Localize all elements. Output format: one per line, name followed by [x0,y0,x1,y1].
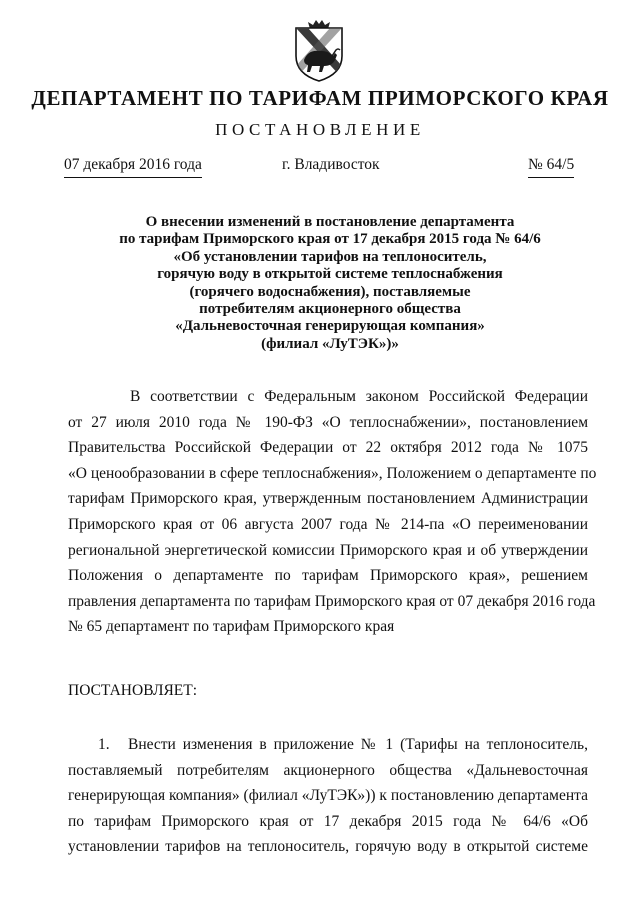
document-date: 07 декабря 2016 года [64,156,202,178]
subject-line: потребителям акционерного общества [199,301,461,318]
subject-line: горячую воду в открытой системе теплоснабжения [157,266,503,283]
document-number: № 64/5 [528,156,574,178]
preamble-line: В соответствии с Федеральным законом Российской Федерации [130,388,588,405]
item-line: поставляемый потребителям акционерного общества «Дальневосточная [68,761,588,779]
item-line: по тарифам Приморского края от 17 декабря 2015 года № 64/6 «Об [68,812,588,830]
document-type: ПОСТАНОВЛЕНИЕ [215,120,425,139]
preamble-line: от 27 июля 2010 года № 190-ФЗ «О теплоснабжении», постановлением [68,413,588,431]
item-number: 1. [98,736,110,753]
preamble-line: Положения о департаменте по тарифам Приморского края», решением [68,567,588,585]
subject-line: (филиал «ЛуТЭК»)» [261,335,399,352]
preamble-paragraph [68,384,597,640]
document-city: г. Владивосток [282,156,380,173]
preamble-line: № 65 департамент по тарифам Приморского края [68,618,395,636]
preamble-line: «О ценообразовании в сфере теплоснабжения», Положением о департаменте по [68,464,597,482]
preamble-line: региональной энергетической комиссии Приморского края и об утверждении [68,541,588,559]
preamble-line: Приморского края от 06 августа 2007 года № 214-па «О переименовании [68,515,588,533]
preamble-line: тарифам Приморского края, утвержденным постановлением Администрации [68,490,588,508]
preamble-line: Правительства Российской Федерации от 22 октября 2012 года № 1075 [68,439,588,457]
item-line: генерирующая компания» (филиал «ЛуТЭК»)) к постановлению департамента [68,787,588,805]
resolution-item-1 [68,732,588,860]
subject-line: «Дальневосточная генерирующая компания» [175,318,485,335]
coat-of-arms-icon [288,20,350,84]
subject-line: «Об установлении тарифов на теплоноситель, [173,248,487,265]
subject-line: по тарифам Приморского края от 17 декабря 2015 года № 64/6 [119,231,541,248]
preamble-line: правления департамента по тарифам Приморского края от 07 декабря 2016 года [68,592,596,610]
item-first-line [68,732,588,758]
subject-line: (горячего водоснабжения), поставляемые [189,283,471,300]
resolves-heading: ПОСТАНОВЛЯЕТ: [68,682,198,699]
item-line-text: Внести изменения в приложение № 1 (Тарифы на теплоноситель, [128,736,588,753]
item-line: установлении тарифов на теплоноситель, горячую воду в открытой системе [68,838,588,856]
department-title: ДЕПАРТАМЕНТ ПО ТАРИФАМ ПРИМОРСКОГО КРАЯ [31,86,609,110]
document-subject [60,214,600,353]
subject-line: О внесении изменений в постановление департамента [145,214,515,230]
